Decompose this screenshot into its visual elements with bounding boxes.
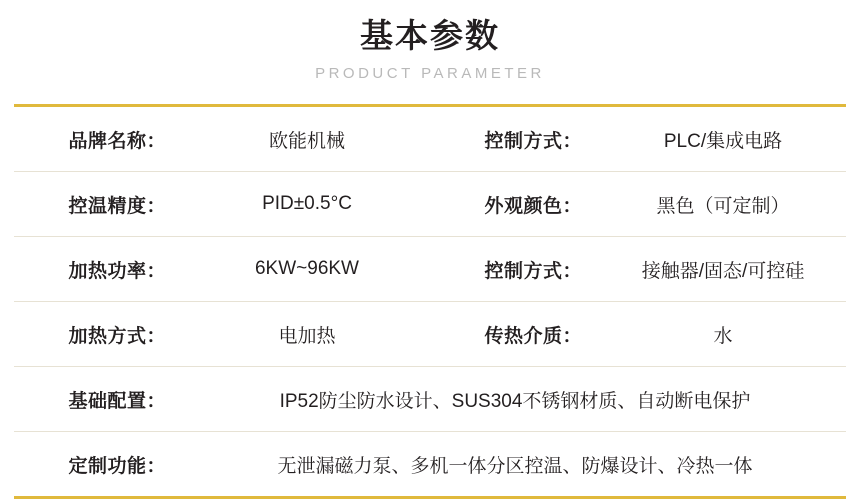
parameter-table [14, 104, 846, 499]
parameter-label: 加热方式： [68, 325, 166, 347]
parameter-pair [430, 237, 846, 301]
parameter-pair [14, 302, 430, 366]
parameter-value: 电加热 [278, 325, 336, 347]
parameter-pair [14, 107, 430, 171]
parameter-label: 加热功率： [68, 260, 166, 282]
parameter-pair [14, 237, 430, 301]
parameter-pair [430, 107, 846, 171]
parameter-value: 无泄漏磁力泵、多机一体分区控温、防爆设计、冷热一体 [277, 455, 753, 477]
table-row [14, 237, 846, 302]
parameter-label: 传热介质： [484, 325, 582, 347]
parameter-value: 欧能机械 [268, 130, 345, 152]
parameter-label: 控制方式： [484, 260, 582, 282]
parameter-label: 基础配置： [68, 390, 166, 412]
parameter-label: 定制功能： [68, 455, 166, 477]
table-row [14, 107, 846, 172]
parameter-pair [430, 172, 846, 236]
parameter-value: 6KW~96KW [254, 258, 359, 279]
parameter-pair [14, 432, 846, 496]
table-row [14, 302, 846, 367]
page-subtitle: PRODUCT PARAMETER [315, 65, 545, 82]
parameter-pair [430, 302, 846, 366]
parameter-pair [14, 367, 846, 431]
parameter-label: 控温精度： [68, 195, 166, 217]
parameter-value: PLC/集成电路 [663, 130, 783, 152]
table-row [14, 367, 846, 432]
parameter-value: PID±0.5°C [262, 193, 352, 214]
page-header [0, 0, 860, 84]
table-row [14, 172, 846, 237]
parameter-value: 接触器/固态/可控硅 [641, 260, 805, 282]
parameter-value: 黑色（可定制） [656, 195, 790, 217]
page-title: 基本参数 [360, 17, 500, 54]
parameter-label: 外观颜色： [484, 195, 582, 217]
table-row [14, 432, 846, 496]
parameter-label: 品牌名称： [68, 130, 166, 152]
parameter-pair [14, 172, 430, 236]
parameter-label: 控制方式： [484, 130, 582, 152]
parameter-value: 水 [713, 325, 733, 347]
parameter-value: IP52防尘防水设计、SUS304不锈钢材质、自动断电保护 [279, 390, 751, 412]
